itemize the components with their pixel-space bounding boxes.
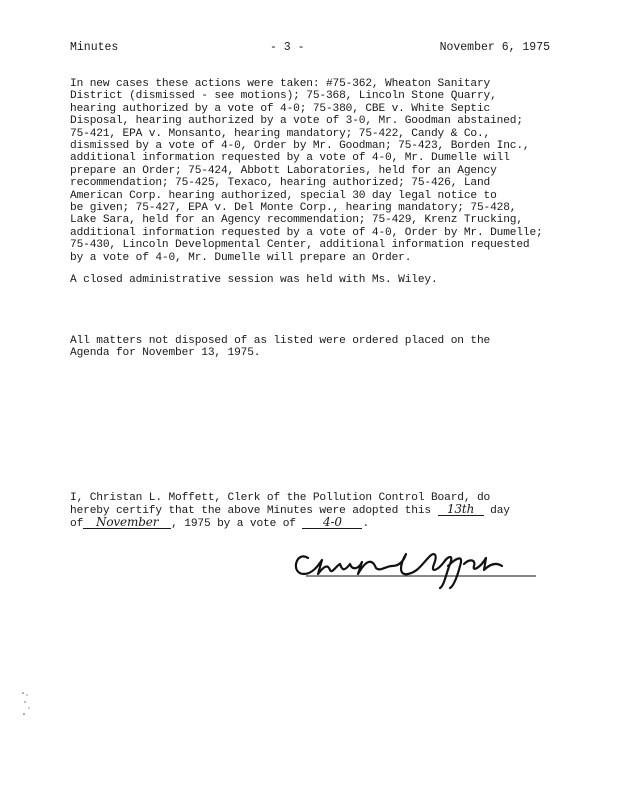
month-handwritten: November — [83, 517, 171, 529]
closed-session-paragraph: A closed administrative session was held with Ms. Wiley. — [70, 274, 438, 286]
certification-text: hereby certify that the above Minutes were adopted this — [70, 505, 431, 518]
certification-text: , 1975 by a vote of — [171, 517, 296, 530]
page-number: - 3 - — [270, 41, 305, 54]
certification-text: . — [362, 517, 370, 530]
agenda-paragraph: All matters not disposed of as listed were ordered placed on the Agenda for November 13, 1975. — [70, 335, 491, 360]
certification-line-1: I, Christan L. Moffett, Clerk of the Pollution Control Board, do — [70, 492, 491, 504]
certification-text: of — [70, 517, 84, 530]
header-date: November 6, 1975 — [439, 41, 550, 54]
vote-handwritten: 4-0 — [302, 517, 362, 529]
clerk-signature — [288, 540, 538, 590]
new-cases-paragraph: In new cases these actions were taken: #75-362, Wheaton Sanitary District (dismissed - see motions); 75-368, Lincoln Stone Quarry, hearing authorized by a vote of 4-0; 75-380, CBE v. White Septic Disposal, hearing authorized by a vote of 3-0, Mr. Goodman abstained; 75-421, EPA v. Monsanto, hearing mandatory; 75-422, Candy & Co., dismissed by a vote of 4-0, Order by Mr. Goodman; 75-423, Borden Inc., additional information requested by a vote of 4-0, Mr. Dumelle will prepare an Order; 75-424, Abbott Laboratories, held for an Agency recommendation; 75-425, Texaco, hearing authorized; 75-426, Land American Corp. hearing authorized, special 30 day legal notice to be given; 75-427, EPA v. Del Monte Corp., hearing mandatory; 75-428, Lake Sara, held for an Agency recommendation; 75-429, Krenz Trucking, additional information requested by a vote of 4-0, Order by Mr. Dumelle; 75-430, Lincoln Developmental Center, additional information requested by a vote of 4-0, Mr. Dumelle will prepare an Order. — [70, 78, 543, 264]
certification-text: day — [490, 505, 510, 518]
certification-line-3 — [70, 514, 545, 530]
certification-block — [70, 492, 545, 529]
scan-specks — [20, 690, 34, 720]
page-header — [70, 41, 550, 57]
header-title: Minutes — [70, 41, 119, 54]
day-handwritten: 13th — [438, 504, 484, 516]
